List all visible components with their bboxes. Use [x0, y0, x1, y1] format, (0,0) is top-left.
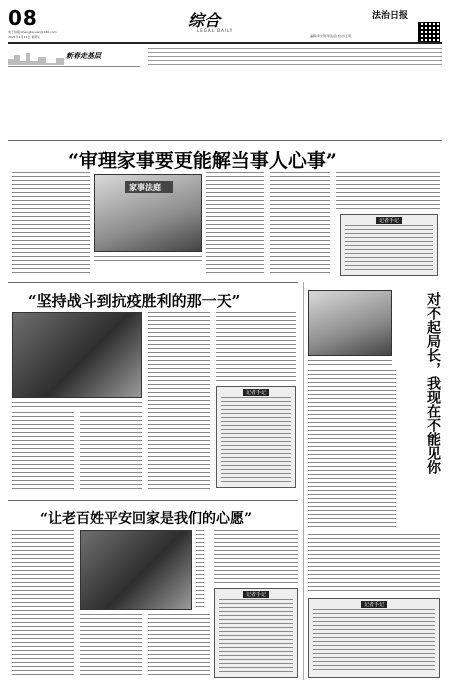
email-line: 电子信箱:zhengfayuan@126.com	[8, 30, 57, 34]
side-col2	[308, 534, 440, 594]
editor-note-box-1	[340, 214, 438, 276]
side-photo	[308, 290, 392, 356]
article1-col4	[270, 172, 330, 276]
article1-col1	[12, 172, 90, 276]
side-col1	[308, 370, 396, 530]
article2-col4	[216, 312, 296, 382]
editor-note-label: 记者手记	[361, 601, 387, 608]
article1-caption	[94, 256, 202, 262]
article2-col3	[148, 312, 210, 492]
side-title: 对不起局长，我现在不能见你	[425, 292, 441, 474]
editor-note-box-4	[308, 598, 440, 678]
article3-title: “让老百姓平安回家是我们的心愿”	[40, 511, 253, 527]
article3-caption	[196, 530, 204, 610]
article3-photo	[80, 530, 192, 610]
date-line: 2021年1月29日 星期五	[8, 35, 41, 39]
rule	[8, 282, 298, 283]
article1-title: “审理家事要更能解当事人心事”	[68, 150, 337, 172]
intro-text	[148, 48, 442, 66]
article2-title: “坚持战斗到抗疫胜利的那一天”	[28, 292, 241, 310]
article1-col5	[336, 172, 440, 212]
column-banner-label: 新春走基层	[66, 52, 101, 60]
courtroom-sign-text: 家事法庭	[129, 183, 161, 192]
editor-note-label: 记者手记	[243, 389, 269, 396]
article3-col1	[12, 530, 74, 678]
article3-col4	[214, 530, 298, 584]
side-caption	[308, 360, 392, 366]
column-divider	[303, 282, 304, 680]
editor-note-label: 记者手记	[243, 591, 269, 598]
masthead-rule	[8, 42, 442, 44]
rule	[8, 500, 298, 501]
article3-col2	[80, 614, 142, 678]
column-banner	[8, 45, 140, 67]
editor-note-box-3	[214, 588, 298, 678]
article3-col3	[148, 614, 210, 678]
article1-photo	[94, 174, 202, 252]
article1-col3	[206, 172, 264, 276]
paper-logo: 法治日报	[372, 11, 409, 21]
page-number: 08	[8, 6, 38, 30]
courtroom-sign	[125, 181, 173, 193]
section-subtitle: LEGAL DAILY	[197, 28, 234, 33]
article2-col1	[12, 412, 74, 492]
editor-note-box-2	[216, 386, 296, 488]
rule	[8, 140, 442, 141]
qr-code-icon	[418, 22, 440, 44]
article2-col2	[80, 412, 142, 492]
editor-note-label: 记者手记	[376, 217, 402, 224]
section-title: 综合	[188, 11, 221, 30]
article2-photo	[12, 312, 142, 398]
editor-line: 编辑/李光明 审读/孙 校对/王明	[310, 34, 351, 38]
article2-caption	[12, 402, 142, 408]
